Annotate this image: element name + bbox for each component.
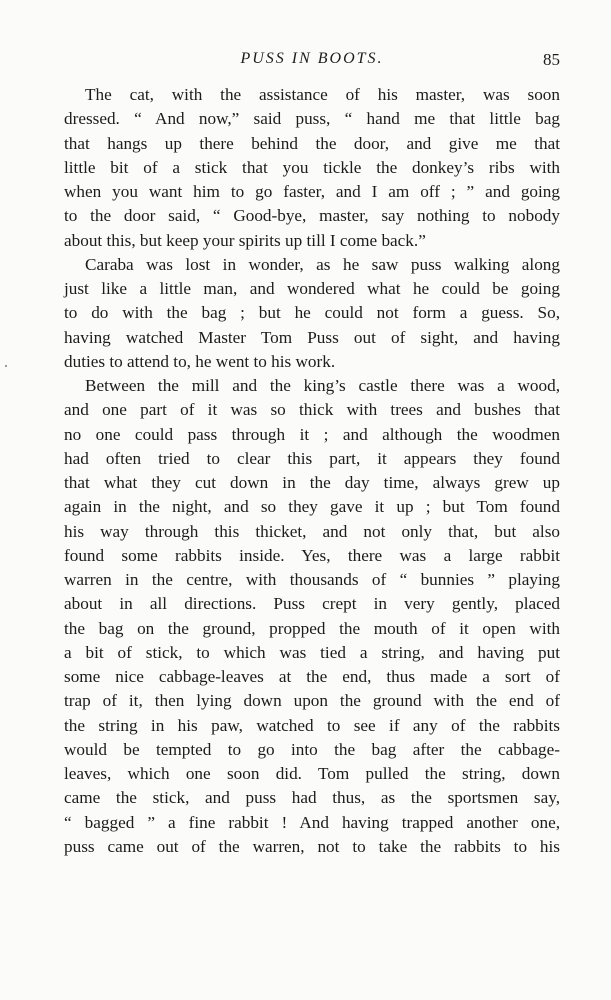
text-line: “ bagged ” a fine rabbit ! And having trapped another one,	[64, 812, 560, 832]
text-line: a bit of stick, to which was tied a string, and having put	[64, 642, 560, 662]
margin-speck	[5, 365, 7, 367]
text-line: would be tempted to go into the bag after the cabbage-	[64, 739, 560, 759]
text-line: the bag on the ground, propped the mouth of it open with	[64, 618, 560, 638]
text-line: that what they cut down in the day time, always grew up	[64, 473, 560, 492]
text-line: about this, but keep your spirits up till I come back.”	[64, 230, 426, 250]
text-line: little bit of a stick that you tickle the donkey’s ribs with	[64, 157, 560, 177]
text-line: the string in his paw, watched to see if any of the rabbits	[64, 715, 560, 735]
text-line: again in the night, and so they gave it up ; but Tom found	[64, 497, 560, 517]
running-head	[64, 50, 560, 72]
running-title: PUSS IN BOOTS.	[240, 50, 384, 67]
text-line: that hangs up there behind the door, and give me that	[64, 133, 560, 153]
text-line: dressed. “ And now,” said puss, “ hand me that little bag	[64, 109, 560, 129]
text-line: when you want him to go faster, and I am off ; ” and going	[64, 182, 560, 201]
text-line: trap of it, then lying down upon the ground with the end of	[64, 691, 560, 711]
text-line: no one could pass through it ; and although the woodmen	[64, 424, 560, 444]
text-line: Caraba was lost in wonder, as he saw puss walking along	[85, 254, 560, 274]
text-line: to do with the bag ; but he could not form a guess. So,	[64, 303, 560, 323]
text-line: duties to attend to, he went to his work.	[64, 351, 336, 371]
text-line: found some rabbits inside. Yes, there was a large rabbit	[64, 545, 560, 565]
text-line: puss came out of the warren, not to take the rabbits to his	[64, 836, 560, 856]
text-line: his way through this thicket, and not only that, but also	[64, 521, 560, 541]
text-line: about in all directions. Puss crept in very gently, placed	[64, 594, 560, 614]
text-line: had often tried to clear this part, it appears they found	[64, 448, 560, 468]
text-line: to the door said, “ Good-bye, master, say nothing to nobody	[64, 206, 560, 226]
text-line: warren in the centre, with thousands of “ bunnies ” playing	[64, 570, 560, 589]
body-text	[64, 83, 560, 859]
text-line: came the stick, and puss had thus, as the sportsmen say,	[64, 788, 560, 808]
text-line: just like a little man, and wondered what he could be going	[64, 279, 560, 298]
text-line: having watched Master Tom Puss out of sight, and having	[64, 327, 560, 347]
text-line: some nice cabbage-leaves at the end, thus made a sort of	[64, 667, 560, 686]
text-line: Between the mill and the king’s castle there was a wood,	[85, 376, 560, 395]
text-line: The cat, with the assistance of his master, was soon	[85, 85, 560, 104]
text-line: and one part of it was so thick with trees and bushes that	[64, 400, 560, 420]
page-number: 85	[543, 50, 560, 69]
text-line: leaves, which one soon did. Tom pulled the string, down	[64, 764, 560, 783]
